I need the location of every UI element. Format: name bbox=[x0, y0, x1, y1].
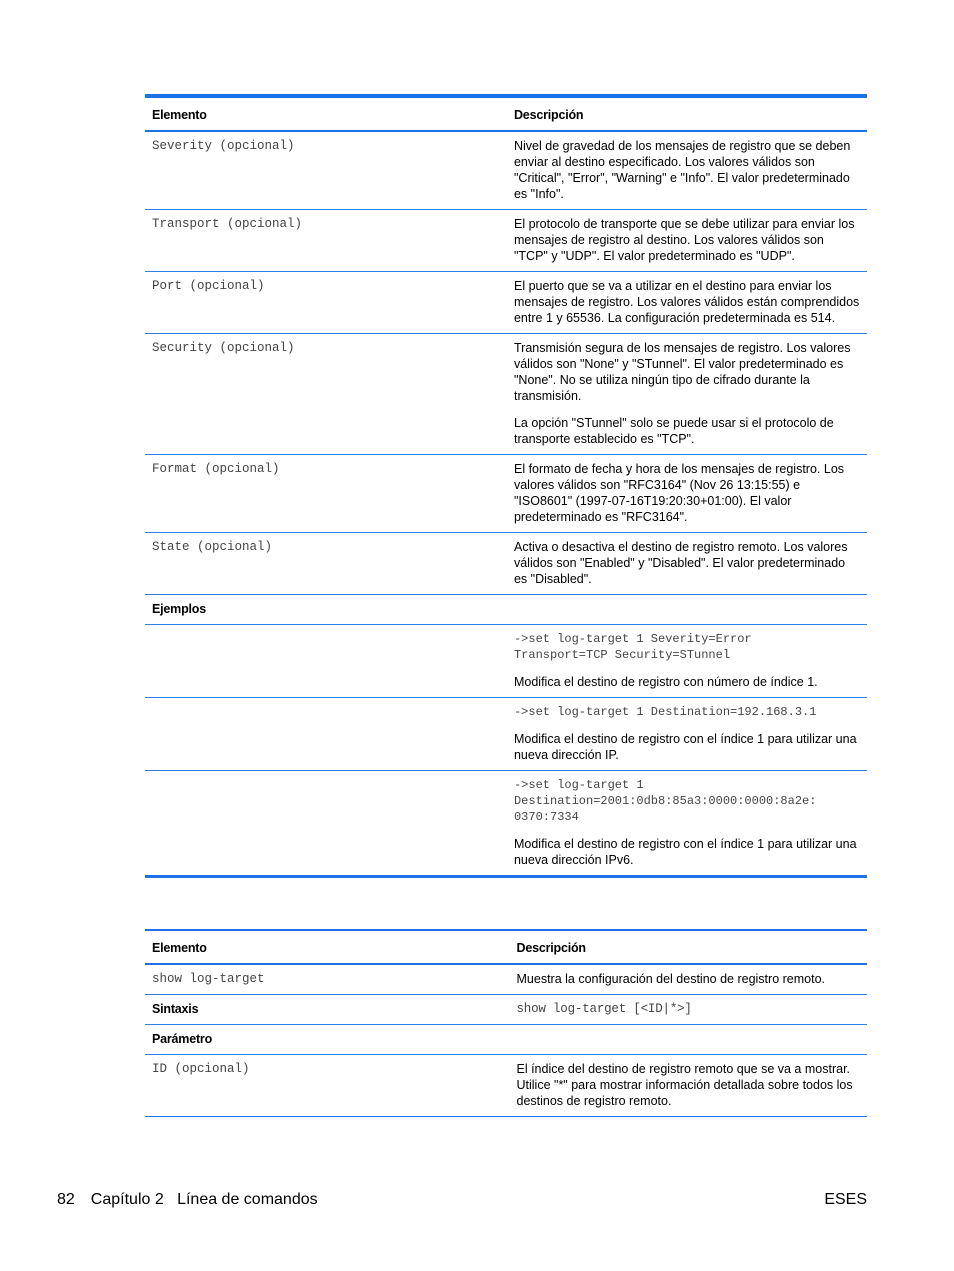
example-cell bbox=[500, 698, 867, 771]
parameter-description bbox=[500, 272, 867, 334]
parameter-description bbox=[500, 455, 867, 533]
parameter-label: Parámetro bbox=[152, 1032, 213, 1046]
example-description: Modifica el destino de registro con el índice 1 para utilizar una nueva dirección IP. bbox=[513, 732, 857, 762]
description-paragraph: Transmisión segura de los mensajes de registro. Los valores válidos son "None" y "STunnel". El valor predeterminado es "None". No se utiliza ningún tipo de cifrado durante la transmisión. bbox=[513, 341, 851, 403]
table-header-row bbox=[145, 930, 867, 964]
command-name: show log-target bbox=[152, 972, 265, 986]
parameter-description: El índice del destino de registro remoto que se va a mostrar. Utilice "*" para mostrar información detallada sobre todos los destinos de registro remoto. bbox=[516, 1062, 853, 1108]
table-row bbox=[145, 625, 867, 698]
table-row bbox=[145, 455, 867, 533]
table-header-row bbox=[145, 96, 867, 131]
table-row bbox=[145, 131, 867, 210]
table-row bbox=[145, 964, 867, 995]
description-paragraph: El protocolo de transporte que se debe utilizar para enviar los mensajes de registro al destino. Los valores válidos son "TCP" y "UDP". El valor predeterminado es "UDP". bbox=[513, 217, 855, 263]
command-description: Muestra la configuración del destino de registro remoto. bbox=[516, 972, 825, 986]
header-description: Descripción bbox=[516, 941, 586, 955]
table-row bbox=[145, 995, 867, 1025]
description-paragraph: La opción "STunnel" solo se puede usar si el protocolo de transporte establecido es "TCP". bbox=[513, 416, 834, 446]
syntax-label: Sintaxis bbox=[152, 1002, 199, 1016]
description-paragraph: Nivel de gravedad de los mensajes de registro que se deben enviar al destino especificado. Los valores válidos son "Critical", "Error", "Warning" e "Info". El valor predeterminado es "Info". bbox=[513, 139, 851, 201]
description-paragraph: El puerto que se va a utilizar en el destino para enviar los mensajes de registro. Los valores válidos están comprendidos entre 1 y 65536. La configuración predeterminada es 514. bbox=[513, 279, 860, 325]
example-code-line: ->set log-target 1 Severity=Error bbox=[513, 632, 752, 646]
table-row bbox=[145, 771, 867, 877]
parameter-name: Format (opcional) bbox=[152, 462, 280, 476]
parameter-name: State (opcional) bbox=[152, 540, 273, 554]
examples-label: Ejemplos bbox=[152, 602, 206, 616]
example-code-line: Transport=TCP Security=STunnel bbox=[513, 648, 731, 662]
table-row bbox=[145, 698, 867, 771]
example-code-line: ->set log-target 1 Destination=192.168.3.1 bbox=[513, 705, 817, 719]
locale-code: ESES bbox=[824, 1191, 867, 1208]
example-code-line: 0370:7334 bbox=[513, 810, 579, 824]
example-code-line: Destination=2001:0db8:85a3:0000:0000:8a2e: bbox=[513, 794, 817, 808]
table-row bbox=[145, 334, 867, 455]
example-cell bbox=[500, 771, 867, 877]
parameter-description bbox=[500, 334, 867, 455]
parameter-name: Severity (opcional) bbox=[152, 139, 295, 153]
parameter-name: Transport (opcional) bbox=[152, 217, 303, 231]
chapter-title: Capítulo 2 Línea de comandos bbox=[90, 1191, 318, 1208]
table-row bbox=[145, 1025, 867, 1055]
description-paragraph: Activa o desactiva el destino de registro remoto. Los valores válidos son "Enabled" y "Disabled". El valor predeterminado es "Disabled". bbox=[513, 540, 848, 586]
description-paragraph: El formato de fecha y hora de los mensajes de registro. Los valores válidos son "RFC3164" (Nov 26 13:15:55) e "ISO8601" (1997-07-16T19:20:30+01:00). El valor predeterminado es "RFC3164". bbox=[513, 462, 845, 524]
log-target-parameters-table bbox=[145, 94, 867, 878]
header-description: Descripción bbox=[513, 108, 584, 122]
parameter-name: ID (opcional) bbox=[152, 1062, 250, 1076]
syntax-value: show log-target [<ID|*>] bbox=[516, 1002, 692, 1016]
example-cell bbox=[500, 625, 867, 698]
parameter-description bbox=[500, 210, 867, 272]
table-row bbox=[145, 533, 867, 595]
table-row bbox=[145, 1055, 867, 1117]
parameter-name: Security (opcional) bbox=[152, 341, 295, 355]
parameter-description bbox=[500, 131, 867, 210]
example-description: Modifica el destino de registro con número de índice 1. bbox=[513, 675, 818, 689]
table-row bbox=[145, 595, 867, 625]
header-element: Elemento bbox=[152, 941, 207, 955]
example-code-line: ->set log-target 1 bbox=[513, 778, 644, 792]
show-log-target-table bbox=[145, 929, 867, 1117]
page-number: 82 bbox=[57, 1191, 75, 1208]
header-element: Elemento bbox=[152, 108, 207, 122]
table-row bbox=[145, 210, 867, 272]
parameter-name: Port (opcional) bbox=[152, 279, 265, 293]
example-description: Modifica el destino de registro con el índice 1 para utilizar una nueva dirección IPv6. bbox=[513, 837, 857, 867]
parameter-description bbox=[500, 533, 867, 595]
table-row bbox=[145, 272, 867, 334]
